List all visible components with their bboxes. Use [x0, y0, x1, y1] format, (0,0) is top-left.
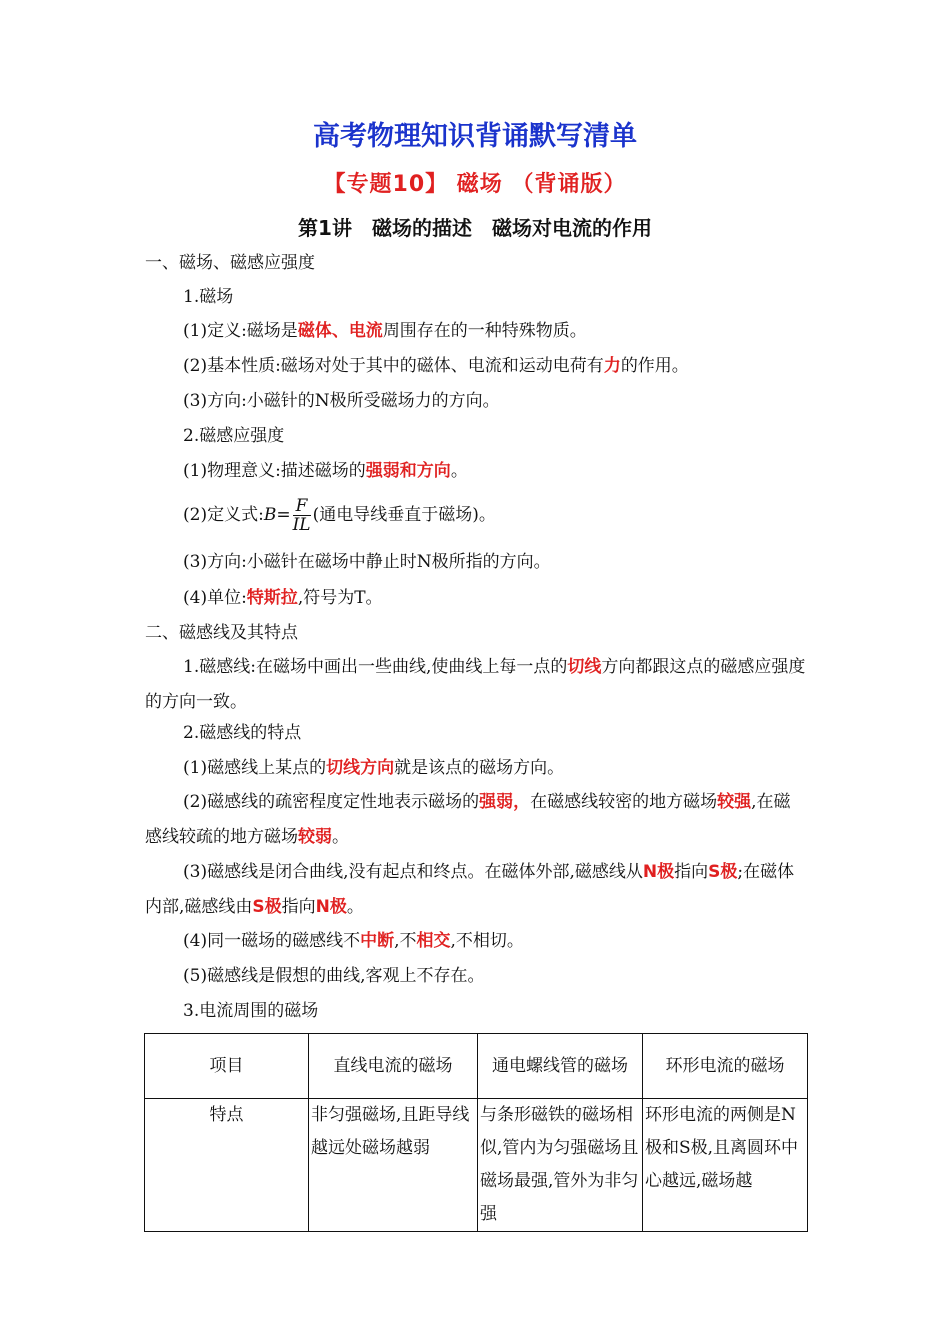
item-basic-property: (2)基本性质:磁场对处于其中的磁体、电流和运动电荷有力的作用。	[183, 356, 689, 376]
feature-2: (2)磁感线的疏密程度定性地表示磁场的强弱，在磁感线较密的地方磁场较强,在磁感线较疏的地方磁场较弱。	[145, 792, 791, 847]
table-cell: 与条形磁铁的磁场相似,管内为匀强磁场且磁场最强,管外为非匀强	[478, 1099, 643, 1232]
section-heading-2: 二、磁感线及其特点	[145, 623, 298, 643]
table-header-cell: 项目	[145, 1034, 309, 1099]
table-header-cell: 直线电流的磁场	[309, 1034, 478, 1099]
subheading-magnetic-field: 1.磁场	[183, 287, 234, 307]
table-header-cell: 通电螺线管的磁场	[478, 1034, 643, 1099]
table-row	[145, 1099, 808, 1232]
fraction-f-over-il: $\frac{F}{IL}$	[292, 496, 311, 535]
subheading-features: 2.磁感线的特点	[183, 723, 302, 743]
table-cell: 环形电流的两侧是N极和S极,且离圆环中心越远,磁场越	[643, 1099, 808, 1232]
item-physical-meaning: (1)物理意义:描述磁场的强弱和方向。	[183, 461, 468, 481]
paragraph-field-lines: 1.磁感线:在磁场中画出一些曲线,使曲线上每一点的切线方向都跟这点的磁感应强度的方向一致。	[145, 657, 806, 712]
feature-5: (5)磁感线是假想的曲线,客观上不存在。	[183, 966, 485, 986]
table-header-row	[145, 1034, 808, 1099]
table-row-label: 特点	[145, 1099, 309, 1232]
lecture-title: 第1讲 磁场的描述 磁场对电流的作用	[298, 216, 652, 240]
table-header-cell: 环形电流的磁场	[643, 1034, 808, 1099]
document-title: 高考物理知识背诵默写清单	[313, 121, 637, 152]
item-formula: (2)定义式:B= $\frac{F}{IL}$ (通电导线垂直于磁场)。	[183, 496, 496, 535]
section-heading-1: 一、磁场、磁感应强度	[145, 253, 315, 273]
table-cell: 非匀强磁场,且距导线越远处磁场越弱	[309, 1099, 478, 1232]
item-direction: (3)方向:小磁针的N极所受磁场力的方向。	[183, 391, 500, 411]
item-direction-needle: (3)方向:小磁针在磁场中静止时N极所指的方向。	[183, 552, 551, 572]
item-definition: (1)定义:磁场是磁体、电流周围存在的一种特殊物质。	[183, 321, 587, 341]
current-field-table	[144, 1033, 808, 1232]
feature-4: (4)同一磁场的磁感线不中断,不相交,不相切。	[183, 931, 524, 951]
subheading-current-field: 3.电流周围的磁场	[183, 1001, 319, 1021]
topic-subtitle: 【专题10】 磁场 （背诵版）	[323, 172, 627, 197]
item-unit: (4)单位:特斯拉,符号为T。	[183, 588, 383, 608]
subheading-induction: 2.磁感应强度	[183, 426, 285, 446]
feature-3: (3)磁感线是闭合曲线,没有起点和终点。在磁体外部,磁感线从N极指向S极;在磁体内部,磁感线由S极指向N极。	[145, 862, 795, 917]
feature-1: (1)磁感线上某点的切线方向就是该点的磁场方向。	[183, 758, 565, 778]
